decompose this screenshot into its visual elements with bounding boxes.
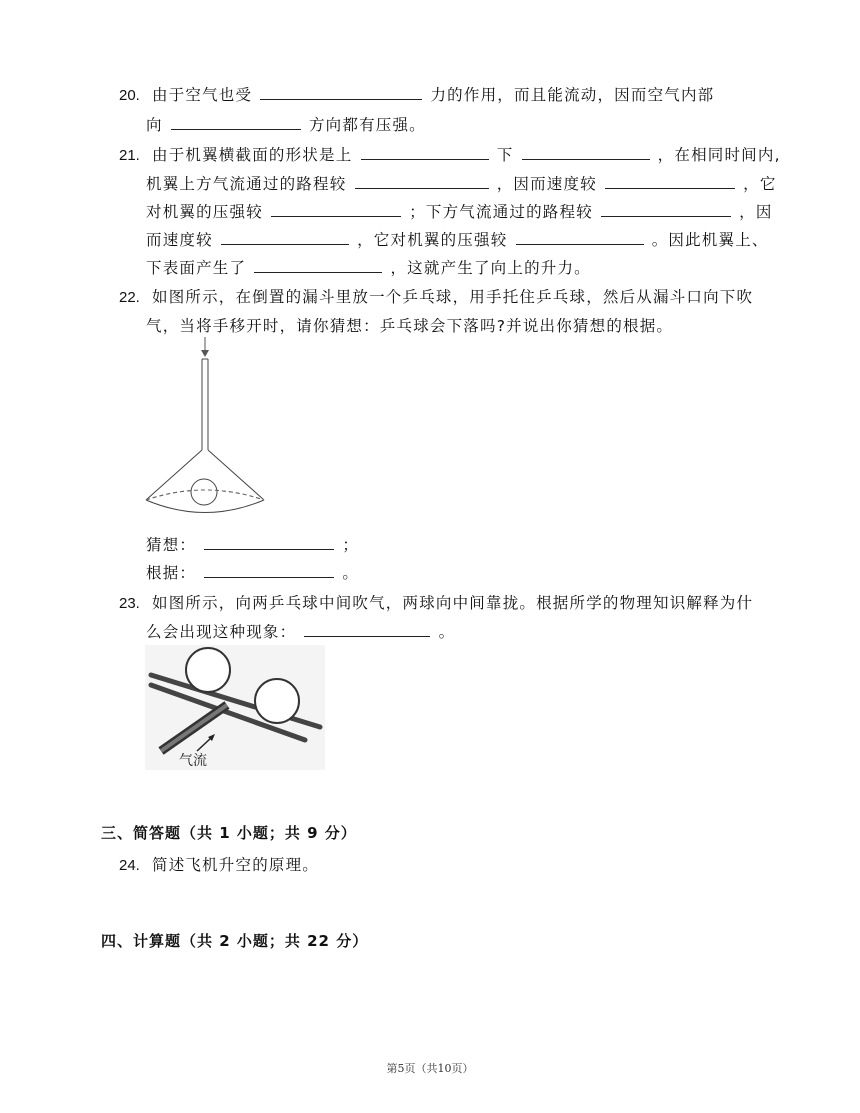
answer-blank[interactable] bbox=[221, 243, 349, 245]
answer-blank[interactable] bbox=[361, 158, 489, 160]
section-title-4: 四、计算题（共 2 小题；共 22 分） bbox=[101, 932, 369, 950]
answer-blank[interactable] bbox=[605, 187, 735, 189]
answer-blank[interactable] bbox=[522, 158, 650, 160]
q21-text: 而速度较 bbox=[146, 231, 213, 249]
q20-text-a: 由于空气也受 bbox=[152, 86, 253, 104]
q21-text: 下表面产生了 bbox=[146, 259, 247, 277]
q23-text: 如图所示，向两乒乓球中间吹气，两球向中间靠拢。根据所学的物理知识解释为什 bbox=[152, 594, 754, 612]
balls-rails-figure bbox=[145, 645, 325, 770]
answer-blank[interactable] bbox=[260, 98, 422, 100]
page-footer: 第5页（共10页） bbox=[386, 1062, 474, 1075]
q22-basis-line bbox=[146, 561, 359, 583]
basis-label: 根据： bbox=[146, 564, 197, 582]
q21-text: ，它对机翼的压强较 bbox=[357, 231, 508, 249]
q21-line5 bbox=[146, 256, 591, 278]
airflow-label: 气流 bbox=[179, 753, 207, 769]
q20-line2 bbox=[146, 113, 426, 135]
q21-line1 bbox=[119, 143, 781, 165]
q21-text: ，在相同时间内, bbox=[657, 146, 781, 164]
q21-text: 由于机翼横截面的形状是上 bbox=[152, 146, 353, 164]
q21-text: 对机翼的压强较 bbox=[146, 203, 263, 221]
ping-pong-ball bbox=[255, 679, 299, 723]
answer-blank[interactable] bbox=[355, 187, 489, 189]
q21-text: ，因 bbox=[739, 203, 773, 221]
q23-line1 bbox=[119, 591, 753, 613]
answer-blank[interactable] bbox=[271, 215, 401, 217]
q22-text: 如图所示，在倒置的漏斗里放一个乒乓球，用手托住乒乓球，然后从漏斗口向下吹 bbox=[152, 288, 754, 306]
question-number: 23. bbox=[119, 595, 140, 612]
q21-text: 机翼上方气流通过的路程较 bbox=[146, 175, 347, 193]
answer-blank[interactable] bbox=[204, 576, 334, 578]
q22-line1 bbox=[119, 285, 753, 307]
question-number: 24. bbox=[119, 857, 140, 874]
q22-guess-line bbox=[146, 533, 359, 555]
funnel-figure bbox=[140, 335, 270, 525]
q24-line bbox=[119, 853, 319, 875]
question-number: 21. bbox=[119, 147, 140, 164]
basis-end: 。 bbox=[342, 564, 360, 582]
q21-line3 bbox=[146, 200, 773, 222]
answer-blank[interactable] bbox=[304, 635, 430, 637]
guess-label: 猜想： bbox=[146, 536, 197, 554]
q21-text: ，因而速度较 bbox=[496, 175, 597, 193]
q21-text: 下 bbox=[496, 146, 514, 164]
q21-text: ，这就产生了向上的升力。 bbox=[390, 259, 591, 277]
answer-blank[interactable] bbox=[516, 243, 644, 245]
guess-end: ； bbox=[342, 536, 360, 554]
q23-end: 。 bbox=[438, 623, 456, 641]
q21-text: ；下方气流通过的路程较 bbox=[409, 203, 593, 221]
q21-line4 bbox=[146, 228, 769, 250]
answer-blank[interactable] bbox=[204, 548, 334, 550]
q20-line1 bbox=[119, 83, 714, 105]
answer-blank[interactable] bbox=[254, 271, 382, 273]
q22-line2 bbox=[146, 314, 673, 336]
question-number: 22. bbox=[119, 289, 140, 306]
q20-text-d: 方向都有压强。 bbox=[308, 116, 426, 134]
q22-text: 气，当将手移开时，请你猜想：乒乓球会下落吗?并说出你猜想的根据。 bbox=[146, 317, 674, 335]
answer-blank[interactable] bbox=[171, 128, 301, 130]
q20-text-c: 向 bbox=[146, 116, 163, 134]
q24-text: 简述飞机升空的原理。 bbox=[152, 856, 320, 874]
q21-line2 bbox=[146, 172, 777, 194]
ping-pong-ball bbox=[186, 648, 230, 692]
q23-line2 bbox=[146, 620, 455, 642]
q20-text-b: 力的作用，而且能流动，因而空气内部 bbox=[430, 86, 715, 104]
q21-text: ，它 bbox=[743, 175, 777, 193]
q21-text: 。因此机翼上、 bbox=[651, 231, 769, 249]
q23-text: 么会出现这种现象： bbox=[146, 623, 297, 641]
answer-blank[interactable] bbox=[601, 215, 731, 217]
ping-pong-ball bbox=[191, 479, 217, 505]
section-title-3: 三、简答题（共 1 小题；共 9 分） bbox=[101, 824, 357, 842]
question-number: 20. bbox=[119, 87, 140, 104]
